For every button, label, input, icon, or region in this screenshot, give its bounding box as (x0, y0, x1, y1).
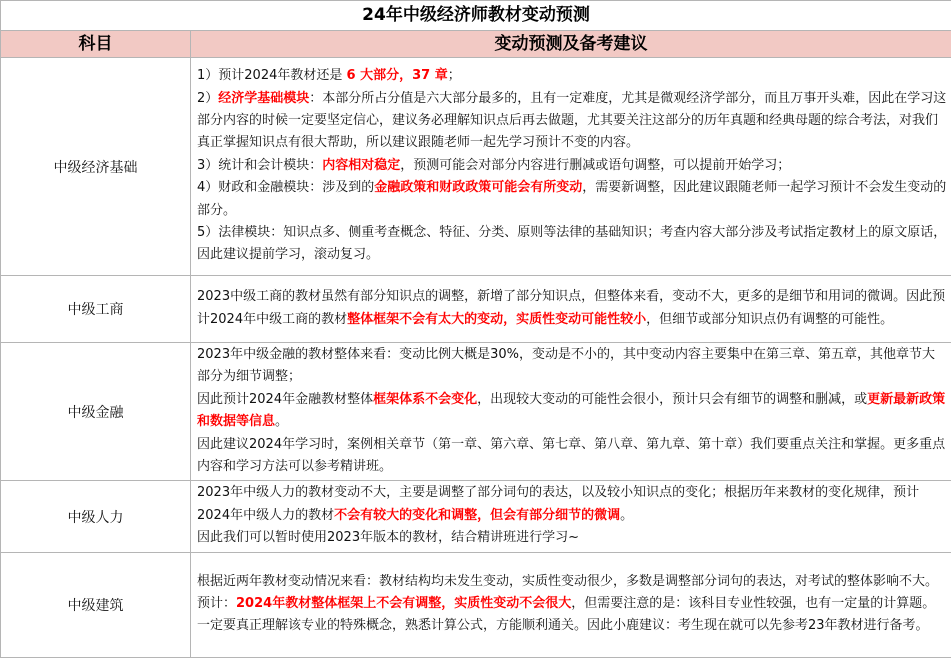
highlighted-text: 2024年教材整体框架上不会有调整，实质性变动不会很大 (236, 596, 571, 611)
highlighted-text: 内容相对稳定 (322, 158, 400, 173)
highlighted-text: 更新最新政策和数据等信息 (197, 392, 945, 429)
paragraph-text: 3）统计和会计模块： (197, 158, 322, 173)
prediction-paragraph (197, 65, 947, 87)
highlighted-text: 经济学基础模块 (218, 91, 309, 106)
table-row (1, 552, 951, 657)
paragraph-text: 5）法律模块：知识点多、侧重考查概念、特征、分类、原则等法律的基础知识；考查内容大部分涉及考试指定教材上的原文原话，因此建议提前学习，滚动复习。 (197, 225, 946, 262)
header-subject: 科目 (1, 31, 191, 58)
table-row (1, 343, 951, 481)
prediction-paragraph (197, 593, 947, 638)
highlighted-text: 整体框架不会有太大的变动，实质性变动可能性较小 (347, 312, 646, 327)
prediction-cell (191, 343, 951, 481)
subject-cell: 中级人力 (1, 481, 191, 552)
subject-cell: 中级建筑 (1, 552, 191, 657)
title-row (1, 1, 951, 31)
paragraph-text: 预计： (197, 596, 236, 611)
prediction-cell (191, 58, 951, 276)
prediction-cell (191, 481, 951, 552)
prediction-paragraph (197, 344, 947, 389)
prediction-cell (191, 552, 951, 657)
paragraph-text: 因此我们可以暂时使用2023年版本的教材，结合精讲班进行学习~ (197, 530, 579, 545)
sheet-title: 24年中级经济师教材变动预测 (1, 1, 951, 31)
paragraph-text: 2） (197, 91, 218, 106)
paragraph-text: ：本部分所占分值是六大部分最多的，且有一定难度，尤其是微观经济学部分，而且万事开头难，因此在学习这部分内容的时候一定要坚定信心，建议务必理解知识点后再去做题，尤其要关注这部分的历年真题和经典母题的综合考法，对我们真正掌握知识点有很大帮助，所以建议跟随老师一起先学习预计不变的内容。 (197, 91, 946, 151)
prediction-paragraph (197, 222, 947, 267)
prediction-paragraph (197, 482, 947, 527)
paragraph-text: 。 (620, 508, 633, 523)
highlighted-text: 不会有较大的变化和调整，但会有部分细节的微调 (334, 508, 620, 523)
subject-cell: 中级工商 (1, 276, 191, 343)
highlighted-text: 金融政策和财政政策可能会有所变动 (374, 180, 582, 195)
subject-cell: 中级金融 (1, 343, 191, 481)
paragraph-text: ，需要新调整，因此建议跟随老师一起学习预计不会发生变动的部分。 (197, 180, 946, 217)
paragraph-text: 因此预计2024年金融教材整体 (197, 392, 373, 407)
paragraph-text: ； (448, 68, 461, 83)
header-row (1, 31, 951, 58)
paragraph-text: 4）财政和金融模块：涉及到的 (197, 180, 374, 195)
highlighted-text: 框架体系不会变化 (373, 392, 477, 407)
paragraph-text: 1）预计2024年教材还是 (197, 68, 347, 83)
paragraph-text: 2023年中级人力的教材变动不大，主要是调整了部分词句的表达，以及较小知识点的变化；根据历年来教材的变化规律，预计2024年中级人力的教材 (197, 485, 919, 522)
prediction-paragraph (197, 88, 947, 155)
paragraph-text: 2023年中级金融的教材整体来看：变动比例大概是30%，变动是不小的，其中变动内容主要集中在第三章、第五章，其他章节大部分为细节调整； (197, 347, 935, 384)
prediction-paragraph (197, 571, 947, 593)
paragraph-text: ，预测可能会对部分内容进行删减或语句调整，可以提前开始学习； (400, 158, 790, 173)
table-row (1, 276, 951, 343)
prediction-paragraph (197, 434, 947, 479)
paragraph-text: 2023中级工商的教材虽然有部分知识点的调整，新增了部分知识点，但整体来看，变动不大，更多的是细节和用词的微调。因此预计2024年中级工商的教材 (197, 289, 945, 326)
prediction-paragraph (197, 286, 947, 331)
paragraph-text: 根据近两年教材变动情况来看：教材结构均未发生变动，实质性变动很少，多数是调整部分词句的表达，对考试的整体影响不大。 (197, 574, 938, 589)
table-row (1, 58, 951, 276)
paragraph-text: ，出现较大变动的可能性会很小，预计只会有细节的调整和删减，或 (477, 392, 867, 407)
highlighted-text: 6 大部分，37 章 (347, 68, 448, 83)
prediction-paragraph (197, 527, 947, 549)
table-row (1, 481, 951, 552)
prediction-paragraph (197, 389, 947, 434)
paragraph-text: ，但需要注意的是：该科目专业性较强，也有一定量的计算题。一定要真正理解该专业的特殊概念，熟悉计算公式，方能顺利通关。因此小鹿建议：考生现在就可以先参考23年教材进行备考。 (197, 596, 935, 633)
paragraph-text: ，但细节或部分知识点仍有调整的可能性。 (646, 312, 893, 327)
subject-cell: 中级经济基础 (1, 58, 191, 276)
prediction-paragraph (197, 177, 947, 222)
prediction-paragraph (197, 155, 947, 177)
paragraph-text: 因此建议2024年学习时，案例相关章节（第一章、第六章、第七章、第八章、第九章、第十章）我们要重点关注和掌握。更多重点内容和学习方法可以参考精讲班。 (197, 437, 945, 474)
header-prediction: 变动预测及备考建议 (191, 31, 951, 58)
prediction-cell (191, 276, 951, 343)
paragraph-text: 。 (275, 414, 288, 429)
